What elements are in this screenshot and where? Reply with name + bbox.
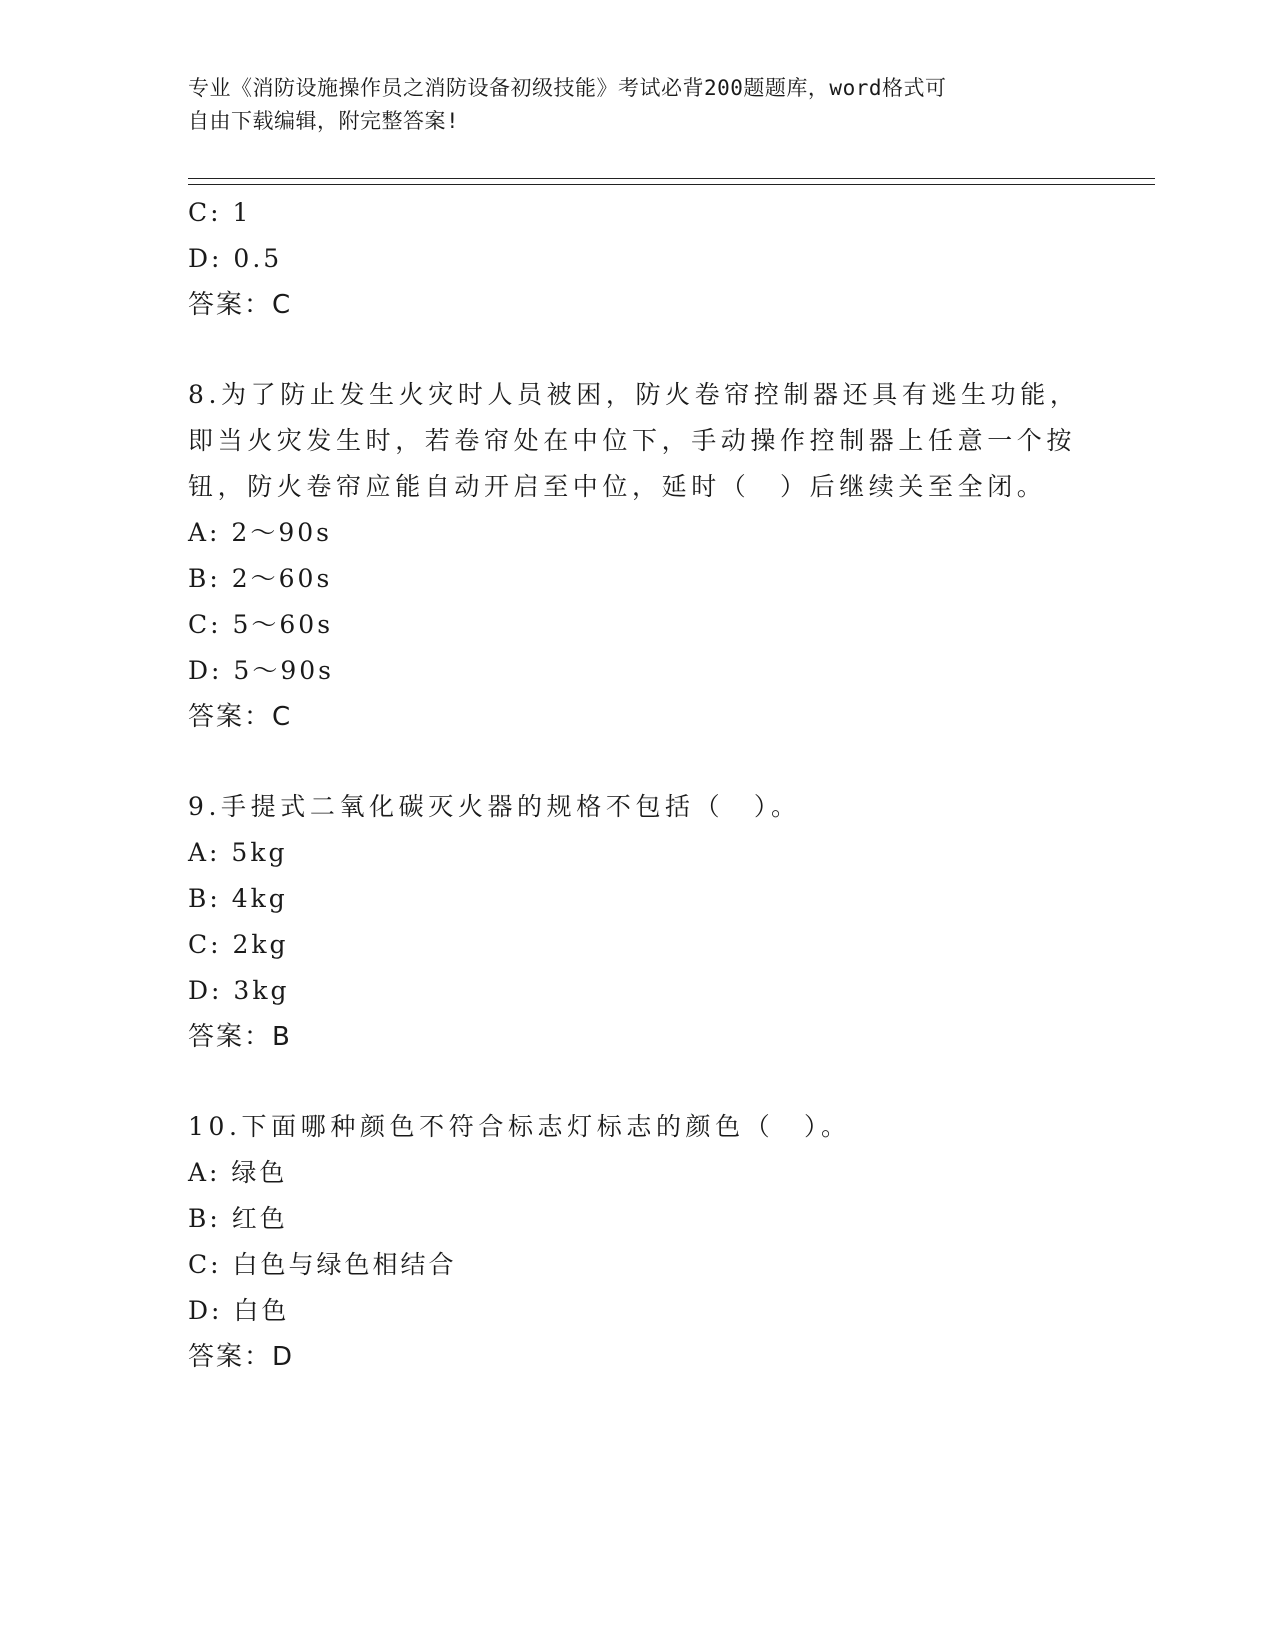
header-title-line-1: 专业《消防设施操作员之消防设备初级技能》考试必背200题题库，word格式可 bbox=[188, 76, 947, 100]
spacer bbox=[188, 740, 1148, 784]
header-divider bbox=[188, 178, 1155, 185]
page-header bbox=[188, 72, 1088, 138]
option-c: C: 2kg bbox=[188, 930, 289, 959]
question-stem-line: 9.手提式二氧化碳灭火器的规格不包括（ ）。 bbox=[188, 792, 801, 821]
option-d: D: 白色 bbox=[188, 1296, 290, 1325]
option-b: B: 4kg bbox=[188, 884, 288, 913]
option-c: C: 5～60s bbox=[188, 610, 334, 639]
question-9 bbox=[188, 784, 1148, 1060]
question-8 bbox=[188, 372, 1148, 740]
answer-line: 答案：C bbox=[188, 702, 293, 732]
option-a: A: 2～90s bbox=[188, 518, 332, 547]
header-title-line-2: 自由下载编辑，附完整答案! bbox=[188, 109, 460, 133]
answer-line: 答案：B bbox=[188, 1022, 292, 1052]
option-b: B: 2～60s bbox=[188, 564, 333, 593]
question-7-continuation bbox=[188, 190, 1148, 328]
answer-line: 答案：D bbox=[188, 1342, 295, 1372]
spacer bbox=[188, 1060, 1148, 1104]
question-stem-line: 10.下面哪种颜色不符合标志灯标志的颜色（ ）。 bbox=[188, 1112, 851, 1141]
answer-line: 答案：C bbox=[188, 290, 293, 320]
option-d: D: 0.5 bbox=[188, 244, 283, 273]
question-stem-line: 钮，防火卷帘应能自动开启至中位，延时（ ）后继续关至全闭。 bbox=[188, 472, 1047, 501]
option-a: A: 5kg bbox=[188, 838, 288, 867]
option-c: C: 1 bbox=[188, 198, 252, 227]
option-d: D: 3kg bbox=[188, 976, 290, 1005]
question-10 bbox=[188, 1104, 1148, 1380]
option-b: B: 红色 bbox=[188, 1204, 288, 1233]
option-d: D: 5～90s bbox=[188, 656, 334, 685]
document-body bbox=[188, 190, 1148, 1380]
question-stem-line: 即当火灾发生时，若卷帘处在中位下，手动操作控制器上任意一个按 bbox=[188, 426, 1077, 455]
option-c: C: 白色与绿色相结合 bbox=[188, 1250, 457, 1279]
question-stem-line: 8.为了防止发生火灾时人员被困，防火卷帘控制器还具有逃生功能， bbox=[188, 380, 1080, 409]
option-a: A: 绿色 bbox=[188, 1158, 288, 1187]
spacer bbox=[188, 328, 1148, 372]
